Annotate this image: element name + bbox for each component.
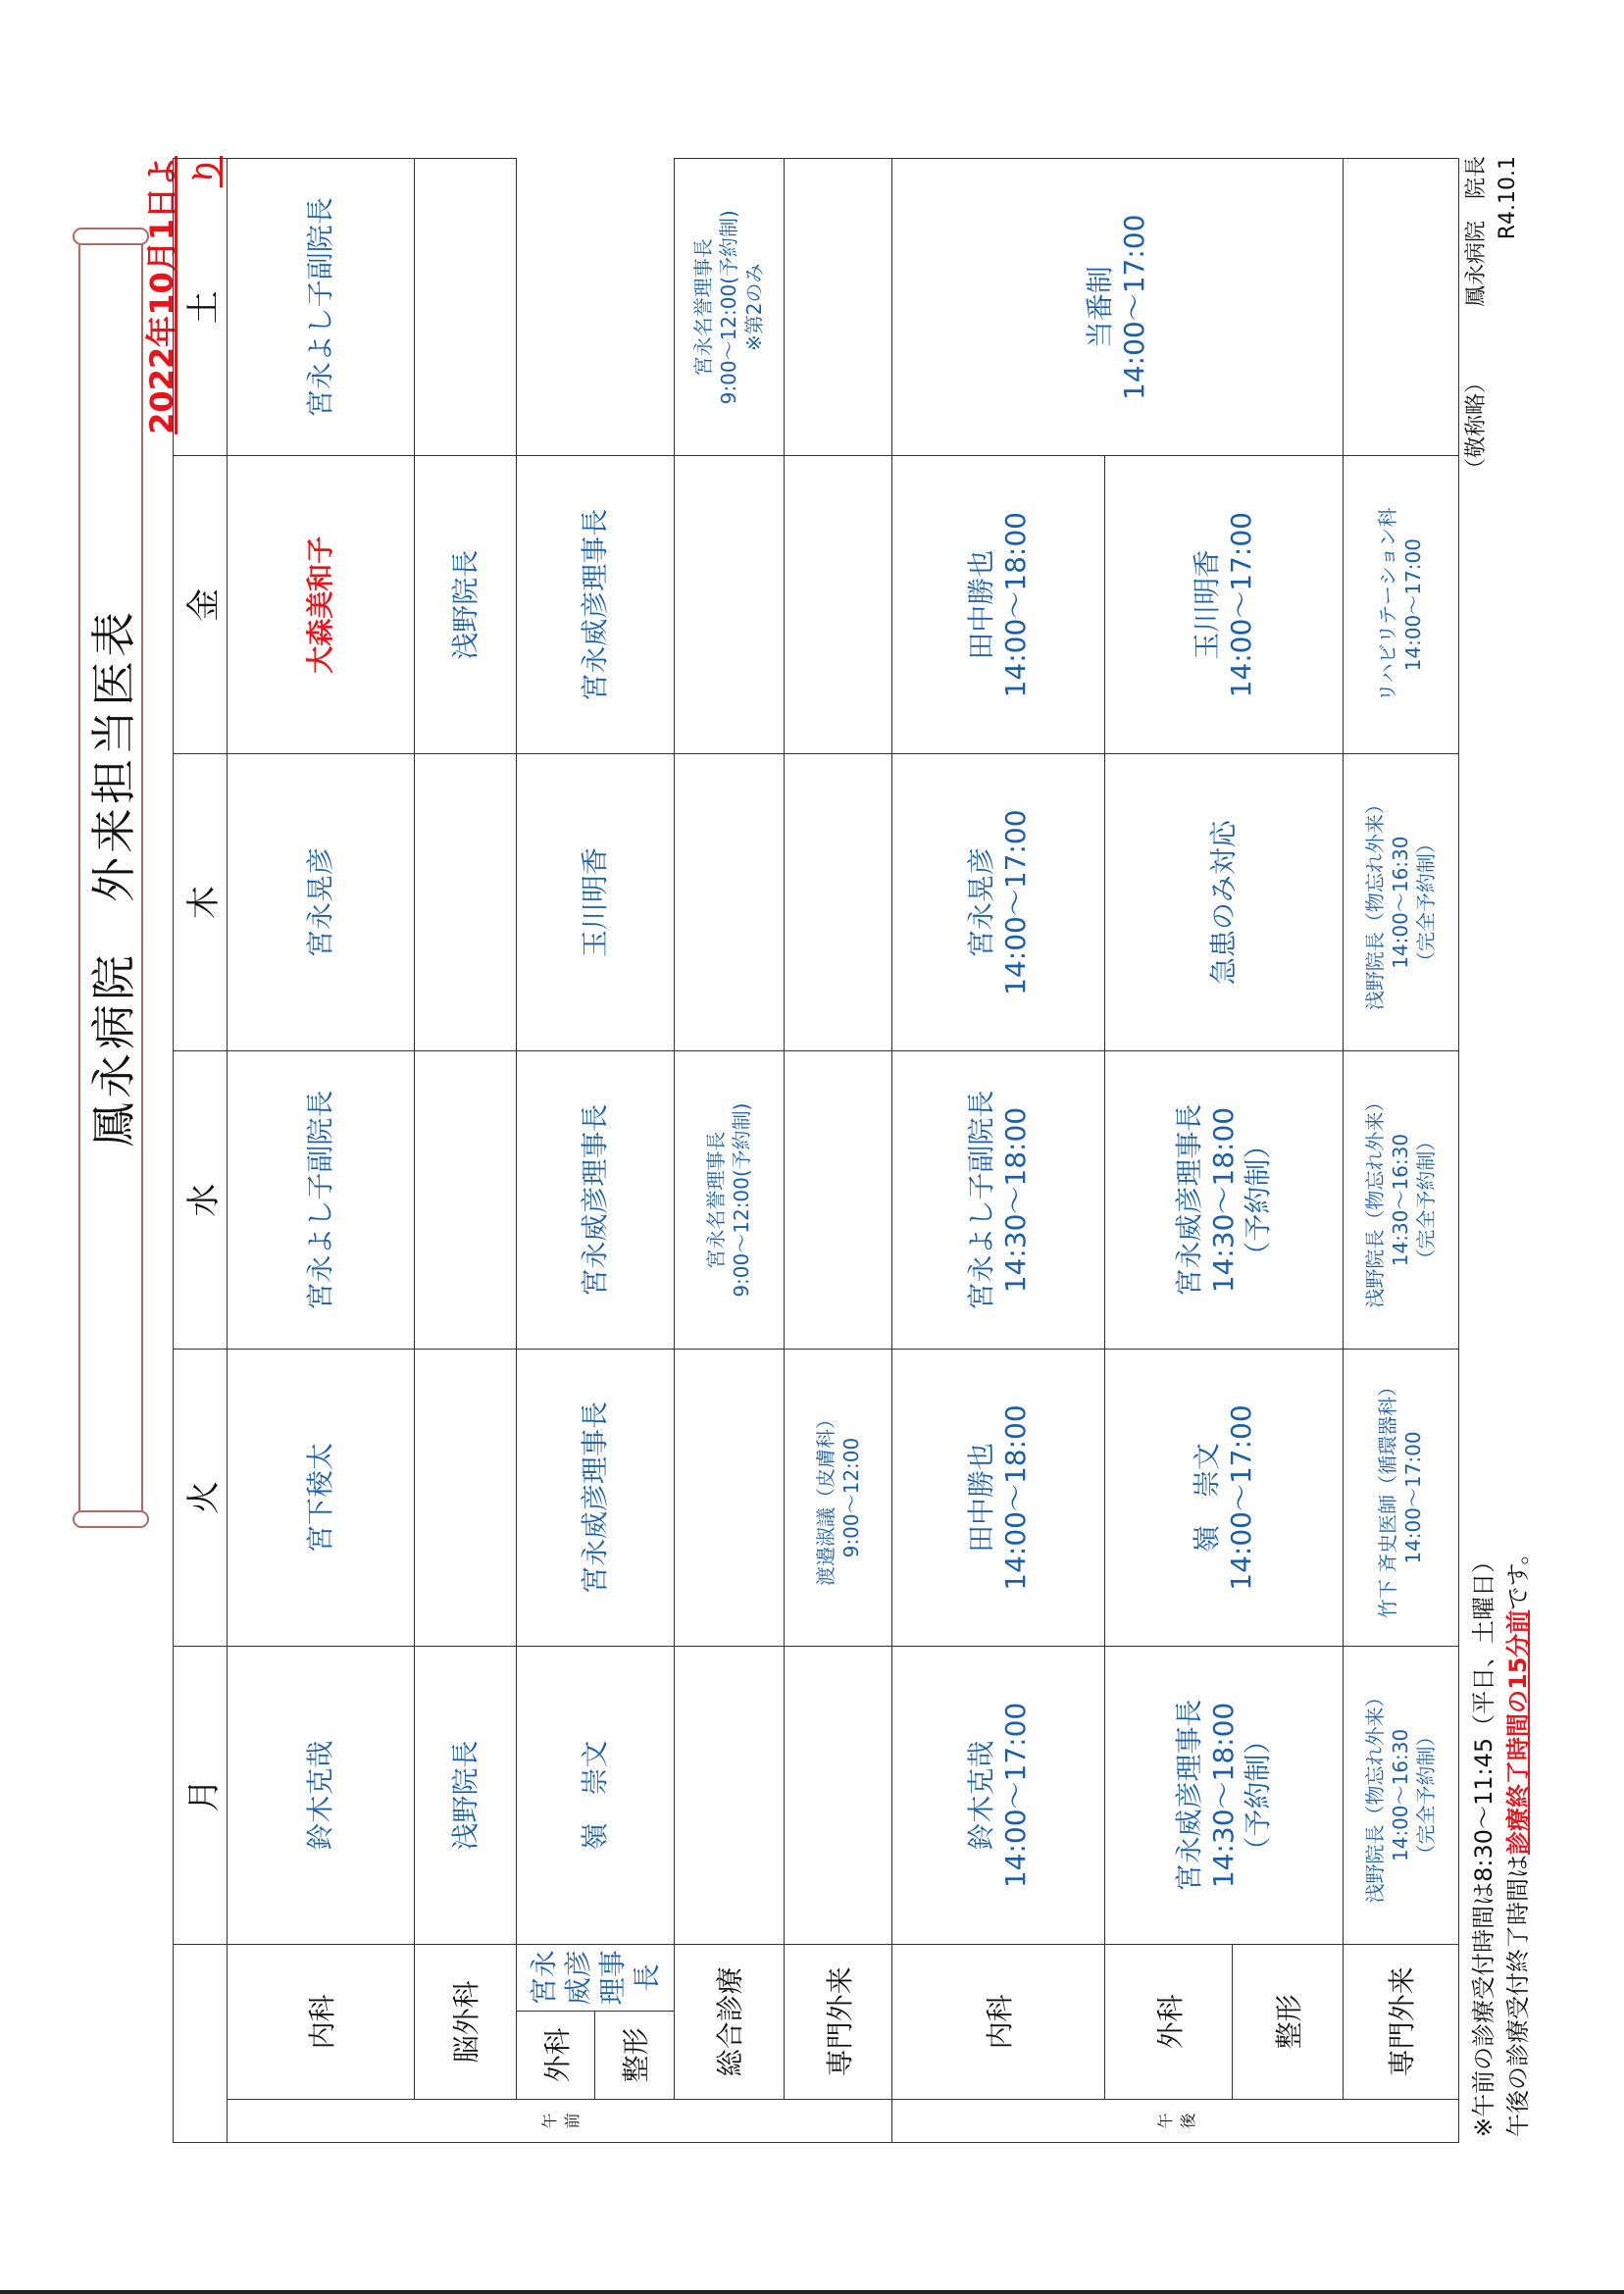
pm-geka-tue: 嶺 崇文 14:00～17:00 [1104,1349,1343,1646]
dept-geka-pm: 外科 [1104,1944,1232,2099]
reception-notes [1467,666,1536,2137]
dept-seikei-am: 整形 [595,2011,674,2099]
am-nogeka-wed [414,1051,516,1349]
am-naika-sat: 宮永よし子副院長 [228,159,415,457]
am-senmon-fri [784,456,891,753]
am-nogeka-thu [414,753,516,1050]
am-naika-mon: 鈴木克哉 [228,1647,415,1944]
revision-label: R4.10.1 [1495,156,1520,240]
dept-naika-pm: 内科 [892,1944,1105,2099]
pm-geka-mon: 宮永威彦理事長 14:30～18:00 （予約制） [1104,1647,1343,1944]
note-line-am: ※午前の診療受付時間は8:30～11:45（平日、土曜日） [1470,1549,1497,2137]
pm-naika-tue: 田中勝也 14:00～18:00 [892,1349,1105,1646]
day-header-thu: 木 [174,753,228,1050]
am-geka-tue: 嶺 崇文 [517,1647,674,1944]
pm-naika-wed: 宮永よし子副院長 14:30～18:00 [892,1051,1105,1349]
pm-senmon-mon: 浅野院長（物忘れ外来） 14:00～16:30 （完全予約制） [1343,1647,1458,1944]
dept-geka-am: 外科 [517,2011,595,2099]
am-geka-wed: 宮永威彦理事長 [517,1349,674,1646]
am-senmon-sat [784,159,891,457]
pm-geka-wed: 宮永威彦理事長 14:30～18:00 （予約制） [1104,1051,1343,1349]
pm-naika-row [892,159,1105,2143]
am-sogo-mon [674,1647,784,1944]
period-pm: 午 後 [892,2099,1459,2142]
am-naika-tue: 宮下稜太 [228,1349,415,1646]
am-senmon-mon [784,1647,891,1944]
am-geka-thu: 宮永威彦理事長 [517,1051,674,1349]
header-row [174,159,228,2143]
am-sogo-thu [674,753,784,1050]
am-sogo-sat: 宮永名誉理事長 9:00～12:00(予約制) ※第2のみ [674,159,784,457]
dept-senmon-am: 専門外来 [784,1944,891,2099]
page-edge-line [0,2290,1624,2294]
pm-sat-tobansei: 当番制 14:00～17:00 [892,159,1343,457]
hospital-director: 鳳永病院 院長 [1464,156,1489,308]
dept-seikei-pm: 整形 [1233,1944,1343,2099]
note-highlight: 診療終了時間の15分前 [1503,1609,1532,1855]
am-senmon-thu [784,753,891,1050]
am-nogeka-mon: 浅野院長 [414,1647,516,1944]
am-geka-row [517,159,595,2143]
pm-geka-row [1104,159,1232,2143]
am-senmon-row [784,159,891,2143]
keisho-label: （敬称略） [1464,371,1489,480]
page-title: 鳳永病院 外来担当医表 [87,608,140,1147]
pm-senmon-thu: 浅野院長（物忘れ外来） 14:00～16:30 （完全予約制） [1343,753,1458,1050]
am-naika-thu: 宮永晃彦 [228,753,415,1050]
dept-naika-am: 内科 [228,1944,415,2099]
dept-sogo: 総合診療 [674,1944,784,2099]
am-sogo-fri [674,456,784,753]
pm-naika-fri: 田中勝也 14:00～18:00 [892,456,1105,753]
pm-naika-thu: 宮永晃彦 14:00～17:00 [892,753,1105,1050]
am-geka-mon: 宮永威彦理事長 [517,1944,674,2011]
am-senmon-tue: 渡邉淑議（皮膚科） 9:00～12:00 [784,1349,891,1646]
corner-cell [174,1944,228,2142]
am-senmon-wed [784,1051,891,1349]
am-nogeka-sat [414,159,516,457]
pm-senmon-wed: 浅野院長（物忘れ外来） 14:30～16:30 （完全予約制） [1343,1051,1458,1349]
am-naika-wed: 宮永よし子副院長 [228,1051,415,1349]
day-header-fri: 金 [174,456,228,753]
note-line-pm: 午後の診療受付終了時間は診療終了時間の15分前です。 [1503,1541,1532,2137]
day-header-sat: 土 [174,159,228,457]
am-naika-row [228,159,415,2143]
pm-senmon-sat [1343,159,1458,457]
period-am: 午 前 [228,2099,892,2142]
title-banner [78,235,143,1520]
am-nogeka-row [414,159,516,2143]
pm-senmon-tue: 竹下 斉史医師（循環器科） 14:00～17:00 [1343,1349,1458,1646]
schedule-table [173,158,1459,2143]
am-sogo-row [674,159,784,2143]
am-geka-sat: 宮永威彦理事長 [517,456,674,753]
am-naika-fri: 大森美和子 [228,456,415,753]
am-nogeka-fri: 浅野院長 [414,456,516,753]
day-header-mon: 月 [174,1647,228,1944]
pm-senmon-row [1343,159,1458,2143]
pm-geka-thu: 急患のみ対応 [1104,753,1343,1050]
am-geka-fri: 玉川明香 [517,753,674,1050]
am-nogeka-tue [414,1349,516,1646]
pm-naika-mon: 鈴木克哉 14:00～17:00 [892,1647,1105,1944]
footer-signature [1461,156,1524,480]
am-sogo-tue [674,1349,784,1646]
dept-senmon-pm: 専門外来 [1343,1944,1458,2099]
pm-senmon-fri: リハビリテーション科 14:00～17:00 [1343,456,1458,753]
effective-date: 2022年10月1日より [143,156,226,434]
dept-nogeka: 脳外科 [414,1944,516,2099]
day-header-wed: 水 [174,1051,228,1349]
day-header-tue: 火 [174,1349,228,1646]
am-sogo-wed: 宮永名誉理事長 9:00～12:00(予約制) [674,1051,784,1349]
pm-geka-fri: 玉川明香 14:00～17:00 [1104,456,1343,753]
